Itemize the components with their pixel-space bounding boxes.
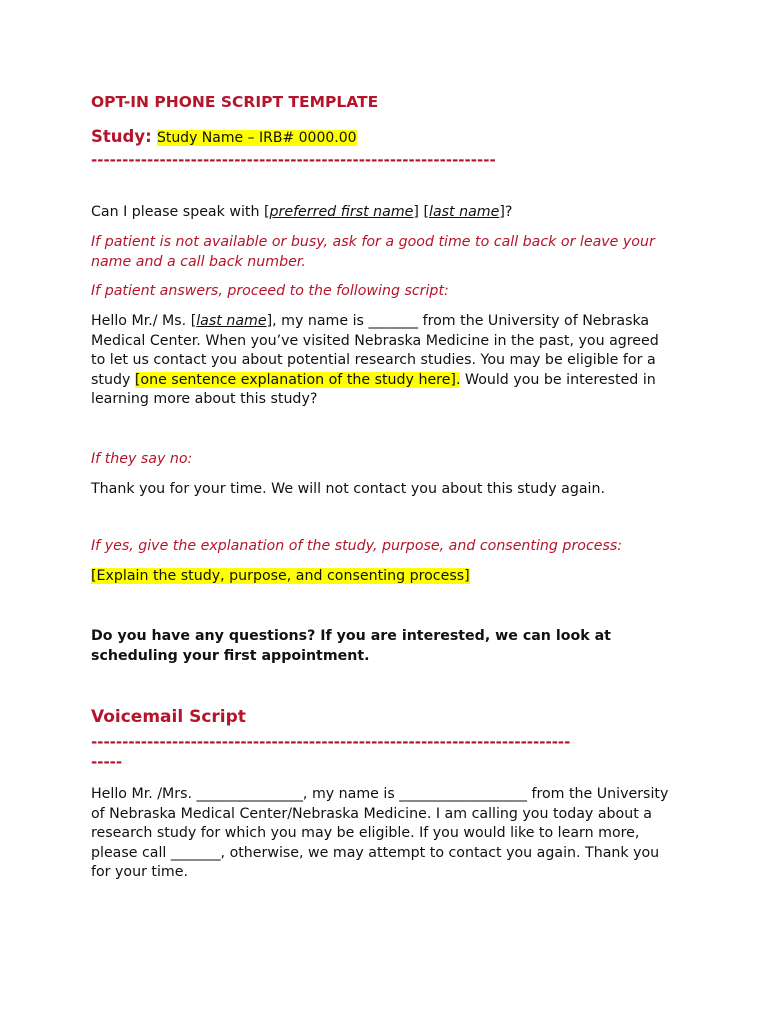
bracket: [ bbox=[263, 204, 270, 220]
divider-rule: ----------------------------------------------------------------- bbox=[91, 151, 496, 169]
instruction-busy: If patient is not available or busy, ask for a good time to call back or leave your name and a call back number. bbox=[91, 234, 655, 270]
study-line bbox=[91, 127, 681, 146]
hello-text: Hello Mr./ Ms. [ bbox=[91, 313, 197, 329]
hello-script bbox=[91, 312, 676, 410]
study-label: Study: bbox=[91, 127, 152, 146]
voicemail-heading: Voicemail Script bbox=[91, 707, 246, 727]
explain-line bbox=[91, 567, 681, 587]
greeting-text: Can I please speak with bbox=[91, 204, 264, 220]
hello-text: ], my name is _______ from the University of Nebraska Medical Center. When you’ve visited Nebraska Medicine in the past, you agreed to let us contact you about potential research studies. You may be eligible for a study bbox=[91, 313, 659, 388]
study-name-highlight: Study Name – IRB# 0000.00 bbox=[156, 130, 357, 146]
bracket: ]? bbox=[499, 204, 513, 220]
instruction-answers: If patient answers, proceed to the following script: bbox=[91, 283, 449, 299]
greeting-question bbox=[91, 203, 681, 223]
voicemail-divider: ----------------------------------------------------------------------------- bbox=[91, 733, 571, 751]
document-title: OPT-IN PHONE SCRIPT TEMPLATE bbox=[91, 93, 379, 111]
hello-text: Would you be interested in learning more about this study? bbox=[91, 371, 656, 407]
voicemail-body: Hello Mr. /Mrs. _______________, my name is __________________ from the University of Nebraska Medical Center/Nebraska Medicine. I am calling you today about a research study for which you may be eligible. If you would like to learn more, please call _______, otherwise, we may attempt to contact you again. Thank you for your time. bbox=[91, 786, 669, 880]
instruction-if-yes: If yes, give the explanation of the study, purpose, and consenting process: bbox=[91, 538, 623, 554]
placeholder-last-name: last name bbox=[196, 313, 267, 329]
bracket: ] [ bbox=[413, 204, 429, 220]
placeholder-first-name: preferred first name bbox=[269, 204, 414, 220]
study-explanation-highlight: [one sentence explanation of the study here]. bbox=[134, 371, 461, 388]
voicemail-divider-continued: ----- bbox=[91, 753, 123, 771]
explain-highlight: [Explain the study, purpose, and consenting process] bbox=[91, 568, 470, 584]
placeholder-last-name: last name bbox=[429, 204, 500, 220]
questions-text: Do you have any questions? If you are interested, we can look at scheduling your first appointment. bbox=[91, 628, 611, 664]
instruction-if-no: If they say no: bbox=[91, 451, 193, 467]
no-reply-text: Thank you for your time. We will not contact you about this study again. bbox=[91, 481, 605, 497]
